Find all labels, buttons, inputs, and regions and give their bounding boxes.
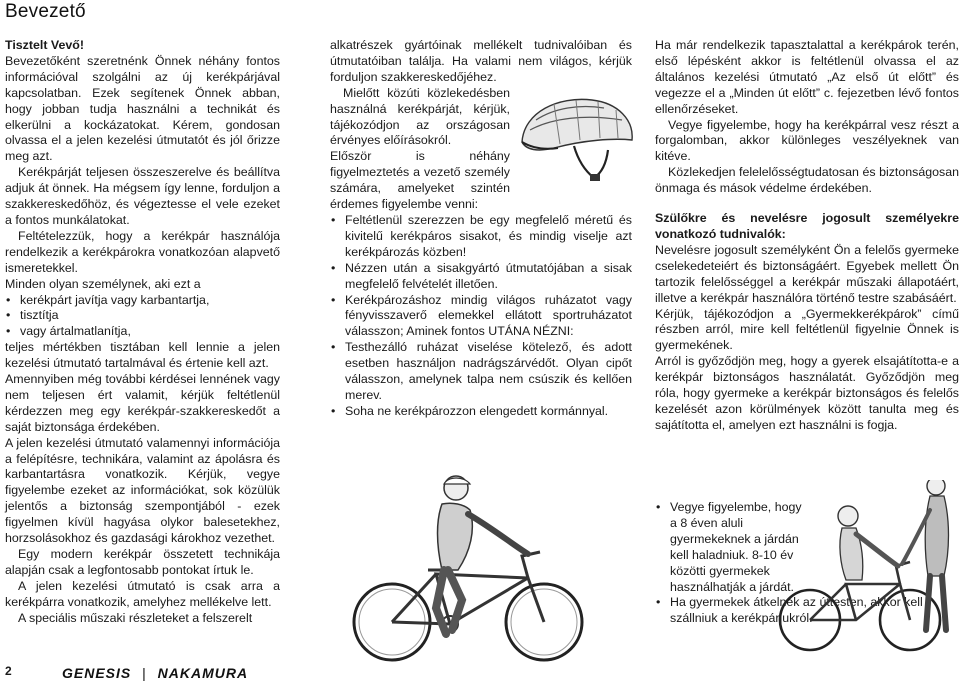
list-item: • Feltétlenül szerezzen be egy megfelelő méretű és kivitelű kerékpáros sisakot, és mindig viselje azt kerékpározás közben! <box>330 213 632 261</box>
warnings-paragraph: Először is néhány figyelmeztetés a vezető személy számára, amelyeket szintén érdemes figyelembe venni: <box>330 149 510 212</box>
questions-paragraph: Amennyiben még további kérdései lennének vagy nem teljesen ért valamit, kérjük feltétlenül kérdezzen meg egy kerékpár-szakkereskedőt a saját biztonsága érdekében. <box>5 372 280 434</box>
brand-nakamura: NAKAMURA <box>157 665 249 681</box>
details-paragraph: A speciális műszaki részleteket a felszerelt <box>18 610 253 625</box>
page-number: 2 <box>5 664 12 678</box>
child-safety-paragraph: Arról is győződjön meg, hogy a gyerek elsajátította-e a kerékpár biztonságos használatát. Győződjön meg róla, hogy gyermeke a kerékpár biztonságos és felelős kezelését azon körülmények között tanulta meg és sajátította el, amelyen ezt használni is fogja. <box>655 354 959 432</box>
intro-paragraph: Bevezetőként szeretnénk Önnek néhány fontos információval szolgálni az új kerékpárjával kapcsolatban. Ezek segítenek Önnek abban, hogy jobban tudja használni a technikát és elkerülni a kockázatokat. Kérem, gondosan olvassa el a jelen kezelési útmutatót és jól őrizze meg azt. <box>5 53 280 164</box>
responsible-paragraph: Közlekedjen felelelősségtudatosan és biztonságosan önmaga és mások védelme érdekében. <box>655 165 959 196</box>
list-item: • Ha gyermekek átkelnek az úttesten, akkor kell szállniuk a kerékpárjukról. <box>655 595 955 627</box>
guardian-paragraph: Nevelésre jogosult személyként Ön a felelős gyermeke cselekedeteiért és biztonságáért. Egyebek mellett Ön tartozik felelősséggel a kerékpár műszaki állapotáért, illetve a kerékpár használóra történő testre szabásáért. <box>655 242 959 305</box>
children-bikes-paragraph: Kérjük, tájékozódjon a „Gyermekkerékpárok” című részben arról, mire kell feltétlenül figyelnie Önnek is gyermekének. <box>655 306 959 353</box>
dangers-paragraph: Vegye figyelembe, hogy ha kerékpárral vesz részt a forgalomban, akkor különleges veszélyeknek van kitéve. <box>655 117 959 164</box>
list-item: • Testhezálló ruházat viselése kötelező, és adott esetben használjon nadrágszárvédőt. Olyan cipőt válasszon, amelynek talpa nem csúszik és kellően merev. <box>330 340 632 404</box>
technique-paragraph: Egy modern kerékpár összetett technikája alapján csak a legfontosabb pontokat írtuk le. <box>5 547 280 577</box>
warnings-list <box>330 213 632 420</box>
experience-paragraph: Ha már rendelkezik tapasztalattal a kerékpárok terén, első lépésként akkor is feltétlenül olvassa el az általános kezelési útmutató „Az első út előtt” és vegezze el a „Minden út előtt” c. fejezetben lévő fontos ellenőrzéseket. <box>655 38 959 116</box>
knowledge-paragraph: Feltételezzük, hogy a kerékpár használója rendelkezik a kerékpárokra vonatkozóan alapvető ismeretekkel. <box>5 228 280 275</box>
list-item: • Nézzen után a sisakgyártó útmutatójában a sisak megfelelő felvételét illetően. <box>330 261 632 293</box>
column-1 <box>5 38 280 627</box>
list-item: • vagy ártalmatlanítja, <box>5 324 280 340</box>
list-item: • tisztítja <box>5 308 280 324</box>
traffic-paragraph: Mielőtt közúti közlekedésben használná kerékpárját, kérjük, tájékozódjon az országosan érvényes előírásokról. <box>330 85 510 148</box>
child-cyclist-illustration <box>332 474 602 664</box>
manufacturer-paragraph: alkatrészek gyártóinak mellékelt tudnivalóiban és útmutatóiban találja. Ha valami nem világos, kérjük forduljon szakkereskedőjéhez. <box>330 38 632 84</box>
brand-genesis: GENESIS <box>62 665 132 681</box>
list-item: • kerékpárt javítja vagy karbantartja, <box>5 293 280 309</box>
list-item: • Soha ne kerékpározzon elengedett kormánnyal. <box>330 404 632 420</box>
adult-with-child-illustration <box>760 480 960 655</box>
assembly-paragraph: Kerékpárját teljesen összeszerelve és beállítva adjuk át önnek. Ha mégsem így lenne, forduljon a szakkereskedőhöz, és végeztesse el vele ezeket a fontos munkálatokat. <box>5 165 280 227</box>
parents-heading: Szülőkre és nevelésre jogosult személyekre vonatkozó tudnivalók: <box>655 211 959 241</box>
applies-paragraph: A jelen kezelési útmutató is csak arra a kerékpárra vonatkozik, amelyhez mellékelve lett. <box>5 578 280 609</box>
understanding-paragraph: teljes mértékben tisztában kell lennie a jelen kezelési útmutató tartalmával és értenie kell azt. <box>5 340 280 371</box>
column-2 <box>330 38 632 420</box>
list-item: • Kerékpározáshoz mindig világos ruházatot vagy fényvisszaverő elemekkel ellátott sportruházatot válasszon; Aminek fontos UTÁNA NÉZNI: <box>330 293 632 341</box>
information-paragraph: A jelen kezelési útmutató valamennyi információja a felépítésre, technikára, valamint az ápolásra és karbantartásra vonatkozik. Kérjük, vegye figyelembe ezeket az információkat, sok közülük jelentős a biztonság szempontjából - ezek figyelmen kívül hagyása olykor balesetekhez, horzsolásokhoz és gazdasági károkhoz vezethet. <box>5 435 280 546</box>
list-item: • Vegye figyelembe, hogy a 8 éven aluli gyermekeknek a járdán kell haladniuk. 8-10 év közötti gyermekek használhatják a járdát. <box>655 500 808 595</box>
helmet-illustration <box>514 90 638 186</box>
persons-list <box>5 293 280 341</box>
page-title: Bevezető <box>5 1 86 22</box>
brand-logo <box>62 665 248 681</box>
brand-separator: | <box>142 665 147 681</box>
greeting: Tisztelt Vevő! <box>5 38 84 52</box>
persons-paragraph: Minden olyan személynek, aki ezt a <box>5 276 201 291</box>
column-3 <box>655 38 959 434</box>
